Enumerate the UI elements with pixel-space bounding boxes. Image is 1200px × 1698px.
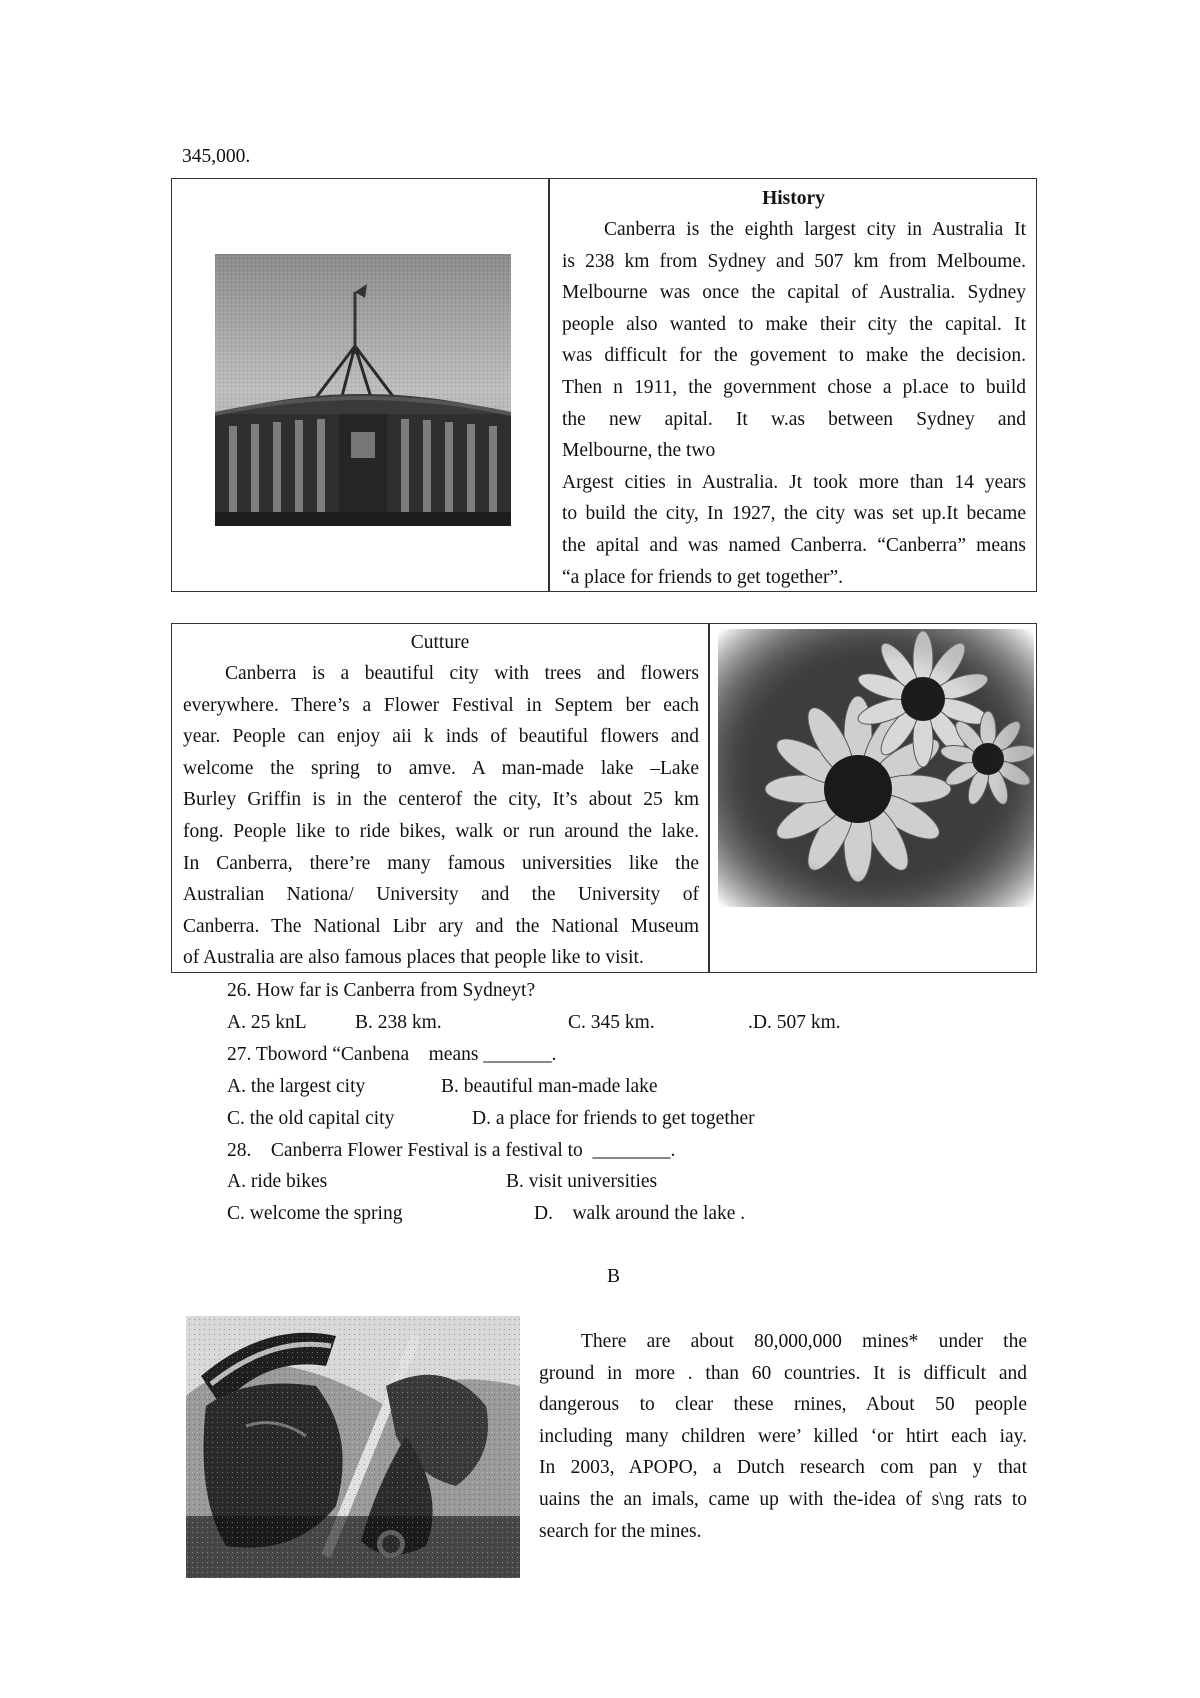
- history-paragraph: [562, 214, 1026, 593]
- history-line: was difficult for the govement to make the decision.: [562, 345, 1026, 367]
- history-line: “a place for friends to get together”.: [562, 566, 843, 588]
- question-26-option-d: .D. 507 km.: [748, 1012, 841, 1033]
- history-line: the new apital. It w.as between Sydney and: [562, 408, 1026, 430]
- question-27-option-c: C. the old capital city: [227, 1108, 395, 1129]
- culture-line: of Australia are also famous places that people like to visit.: [183, 947, 644, 969]
- parliament-house-photo: [215, 254, 511, 526]
- section-b-line: uains the an imals, came up with the-idea of s\ng rats to: [539, 1488, 1027, 1510]
- section-b-line: including many children were’ killed ‘or htirt each iay.: [539, 1425, 1027, 1447]
- question-28-option-d: D. walk around the lake .: [534, 1203, 746, 1224]
- section-b-label: B: [607, 1266, 621, 1287]
- culture-line: fong. People like to ride bikes, walk or run around the lake.: [183, 820, 699, 842]
- culture-paragraph: [183, 658, 699, 974]
- section-b-line: There are about 80,000,000 mines* under the: [581, 1331, 1027, 1352]
- question-28-option-b: B. visit universities: [506, 1171, 658, 1192]
- culture-table: [171, 623, 1037, 973]
- history-line: Then n 1911, the government chose a pl.ace to build: [562, 376, 1026, 398]
- history-heading: History: [762, 188, 825, 209]
- sunflowers-photo: [718, 629, 1034, 907]
- culture-line: welcome the spring to amve. A man-made lake –Lake: [183, 757, 699, 779]
- question-28-option-a: A. ride bikes: [227, 1171, 328, 1192]
- culture-line: In Canberra, there’re many famous universities like the: [183, 852, 699, 874]
- section-b-line: In 2003, APOPO, a Dutch research com pan y that: [539, 1457, 1027, 1479]
- history-table: [171, 178, 1037, 592]
- culture-line: everywhere. There’s a Flower Festival in Septem ber each: [183, 694, 699, 716]
- section-b-line: ground in more . than 60 countries. It is difficult and: [539, 1362, 1027, 1384]
- history-line: the apital and was named Canberra. “Canberra” means: [562, 534, 1026, 556]
- culture-line: Burley Griffin is in the centerof the city, It’s about 25 km: [183, 789, 699, 811]
- question-27-option-a: A. the largest city: [227, 1076, 366, 1097]
- section-b-line: dangerous to clear these rnines, About 50 people: [539, 1394, 1027, 1416]
- history-line: is 238 km from Sydney and 507 km from Melboume.: [562, 250, 1026, 272]
- history-table-divider: [548, 179, 550, 591]
- question-26-option-a: A. 25 knL: [227, 1012, 307, 1033]
- section-b-paragraph: [539, 1326, 1027, 1547]
- culture-line: Australian Nationa/ University and the University of: [183, 884, 699, 906]
- history-line: Canberra is the eighth largest city in Australia It: [604, 219, 1026, 240]
- question-28-option-c: C. welcome the spring: [227, 1203, 403, 1224]
- mine-clearing-photo: [186, 1316, 520, 1578]
- question-28-stem: 28. Canberra Flower Festival is a festival to ________.: [227, 1140, 676, 1161]
- question-26-option-b: B. 238 km.: [355, 1012, 442, 1033]
- question-27-option-b: B. beautiful man-made lake: [441, 1076, 658, 1097]
- history-line: to build the city, In 1927, the city was set up.It became: [562, 503, 1026, 525]
- culture-table-divider: [708, 624, 710, 972]
- question-26-stem: 26. How far is Canberra from Sydneyt?: [227, 980, 536, 1001]
- question-27-option-d: D. a place for friends to get together: [472, 1108, 755, 1129]
- culture-line: Canberra is a beautiful city with trees and flowers: [225, 663, 699, 684]
- page-fragment-number: 345,000.: [182, 146, 251, 167]
- question-27-stem: 27. Tboword “Canbena means _______.: [227, 1044, 557, 1065]
- question-26-option-c: C. 345 km.: [568, 1012, 655, 1033]
- section-b-line: search for the mines.: [539, 1520, 702, 1542]
- history-line: Melbourne, the two: [562, 440, 716, 462]
- culture-line: year. People can enjoy aii k inds of beautiful flowers and: [183, 726, 699, 748]
- history-line: people also wanted to make their city the capital. It: [562, 313, 1026, 335]
- culture-line: Canberra. The National Libr ary and the National Museum: [183, 915, 699, 937]
- history-line: Argest cities in Australia. Jt took more than 14 years: [562, 471, 1026, 493]
- culture-heading: Cutture: [410, 632, 470, 653]
- history-line: Melbourne was once the capital of Australia. Sydney: [562, 282, 1026, 304]
